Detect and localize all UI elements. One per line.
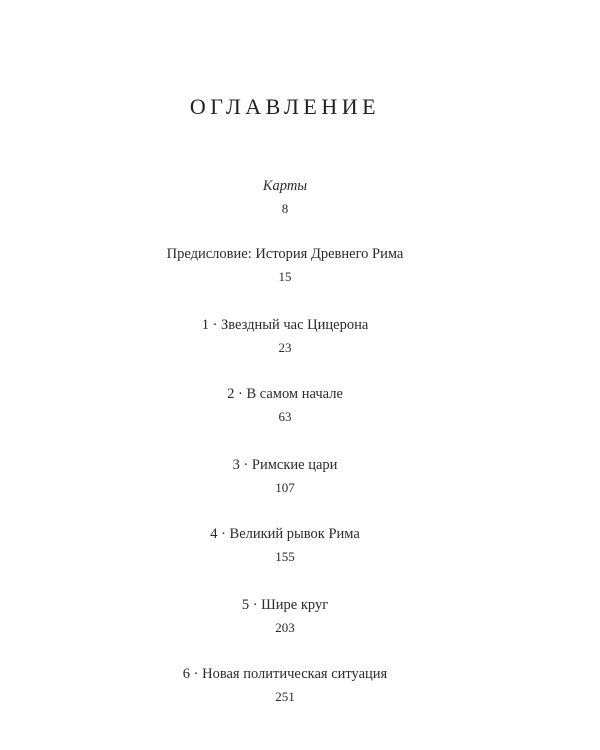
toc-entry-page-number: 15 xyxy=(278,269,292,284)
toc-entry-page-number: 251 xyxy=(275,689,295,704)
toc-entry-chapter-4 xyxy=(0,525,570,565)
toc-entry-chapter-6 xyxy=(0,665,570,705)
toc-entry-page-number: 23 xyxy=(278,340,292,355)
toc-entry-title: 6 · Новая политическая ситуация xyxy=(182,666,388,682)
toc-entry-chapter-2 xyxy=(0,385,570,425)
toc-entry-chapter-1 xyxy=(0,316,570,356)
toc-entry-title: 1 · Звездный час Цицерона xyxy=(201,317,369,333)
toc-entry-title: 3 · Римские цари xyxy=(232,457,338,473)
toc-entry-page-number: 8 xyxy=(281,201,289,216)
toc-entry-title: 5 · Шире круг xyxy=(241,597,329,613)
toc-entry-title: Карты xyxy=(262,178,308,194)
toc-entry-chapter-5 xyxy=(0,596,570,636)
toc-entry-page-number: 63 xyxy=(278,409,292,424)
toc-entry-preface xyxy=(0,245,570,285)
toc-entry-page-number: 107 xyxy=(275,480,295,495)
toc-entry-maps xyxy=(0,177,570,217)
toc-entry-title: Предисловие: История Древнего Рима xyxy=(166,246,404,262)
toc-entry-page-number: 203 xyxy=(275,620,295,635)
toc-entry-title: 4 · Великий рывок Рима xyxy=(210,526,360,542)
toc-entry-page-number: 155 xyxy=(275,549,295,564)
toc-entry-title: 2 · В самом начале xyxy=(227,386,343,402)
page-title: ОГЛАВЛЕНИЕ xyxy=(189,94,381,119)
toc-entry-chapter-3 xyxy=(0,456,570,496)
